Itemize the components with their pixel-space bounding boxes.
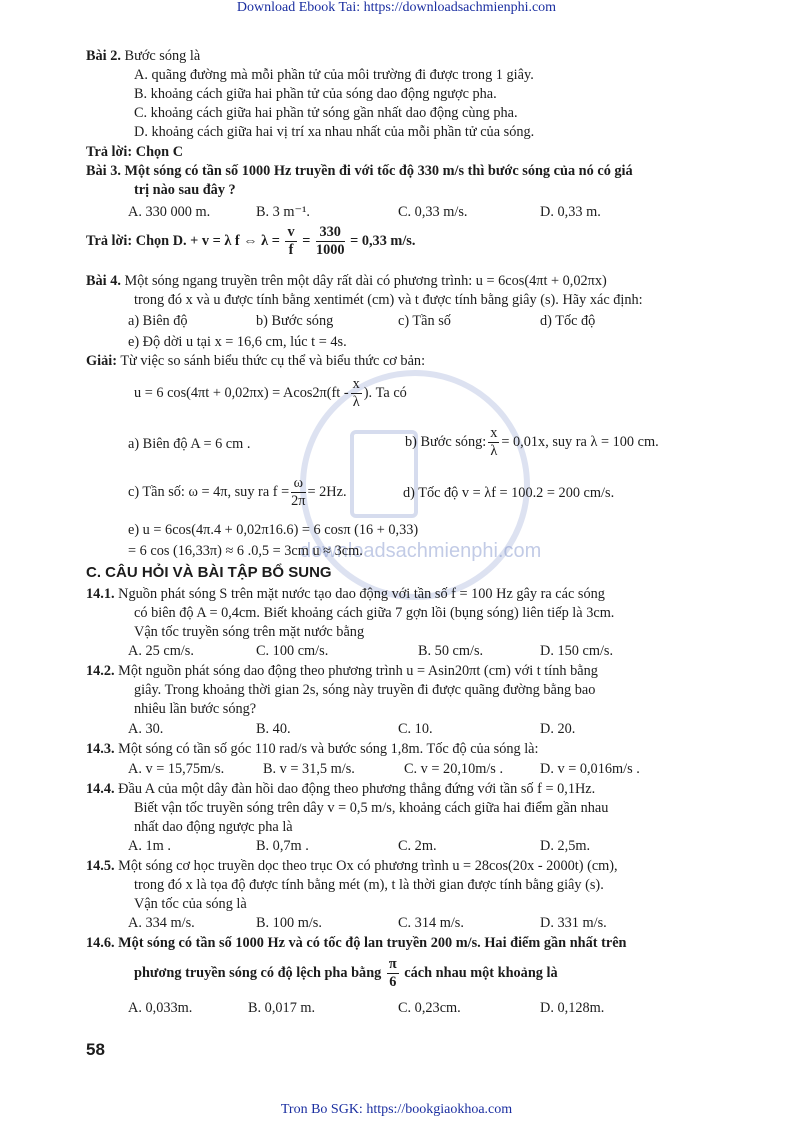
- q143-label: 14.3.: [86, 741, 115, 757]
- bai3-fraction-vf: [285, 224, 296, 259]
- bai3-frac1-num: v: [287, 224, 295, 240]
- bai3-option-a: A. 330 000 m.: [128, 204, 211, 220]
- q142-line1: [86, 662, 598, 680]
- bai4-sol-b-right: = 0,01x, suy ra λ = 100 cm.: [501, 434, 659, 450]
- header-download-link[interactable]: Download Ebook Tai: https://downloadsachmienphi.com: [236, 0, 557, 15]
- bai4-solution-intro: [86, 352, 425, 370]
- bai2-option-c: C. khoảng cách giữa hai phần tử sóng gần nhất dao động cùng pha.: [134, 105, 518, 121]
- bai3-option-c: C. 0,33 m/s.: [398, 204, 468, 220]
- q146-option-c: C. 0,23cm.: [398, 1000, 461, 1016]
- q145-option-d: D. 331 m/s.: [540, 915, 607, 931]
- bai4-sol-a: a) Biên độ A = 6 cm .: [128, 436, 251, 452]
- page-number: 58: [86, 1040, 105, 1059]
- bai4-item-e: e) Độ dời u tại x = 16,6 cm, lúc t = 4s.: [128, 334, 347, 350]
- q144-option-d: D. 2,5m.: [540, 838, 591, 854]
- bai4-question: [86, 272, 607, 290]
- bai4-eq1-den: λ: [352, 394, 360, 410]
- q146-fraction: [387, 956, 399, 991]
- q141-text-line1: Nguồn phát sóng S trên mặt nước tạo dao động với tần số f = 100 Hz gây ra các sóng: [118, 586, 605, 602]
- q145-label: 14.5.: [86, 858, 115, 874]
- bai3-label: Bài 3.: [86, 163, 121, 179]
- bai4-sol-c-fraction: [291, 475, 305, 510]
- q144-option-a: A. 1m .: [128, 838, 171, 854]
- bai4-eq1-num: x: [352, 376, 360, 392]
- q146-option-b: B. 0,017 m.: [248, 1000, 316, 1016]
- q145-option-c: C. 314 m/s.: [398, 915, 464, 931]
- q144-text-line1: Đầu A của một dây đàn hồi dao động theo phương thẳng đứng với tần số f = 0,1Hz.: [118, 781, 596, 797]
- bai3-option-d: D. 0,33 m.: [540, 204, 601, 220]
- bai4-sol-e2: = 6 cos (16,33π) ≈ 6 .0,5 = 3cm u ≈ 3cm.: [128, 543, 363, 559]
- q144-text-line3: nhất dao động ngược pha là: [134, 819, 293, 835]
- footer-sgk-link[interactable]: Tron Bo SGK: https://bookgiaokhoa.com: [280, 1102, 513, 1117]
- q146-line2: [134, 956, 558, 991]
- q143-option-d: D. v = 0,016m/s .: [540, 761, 640, 777]
- bai4-item-c: c) Tần số: [398, 313, 451, 329]
- bai3-question: [86, 162, 633, 180]
- q144-label: 14.4.: [86, 781, 115, 797]
- bai4-sol-b: [405, 425, 659, 460]
- bai3-frac2-num: 330: [316, 224, 345, 242]
- q142-text-line1: Một nguồn phát sóng dao động theo phương trình u = Asin20πt (cm) với t tính bằng: [118, 663, 598, 679]
- bai4-solution-text: Từ việc so sánh biểu thức cụ thể và biểu thức cơ bản:: [120, 353, 426, 369]
- q146-option-d: D. 0,128m.: [540, 1000, 605, 1016]
- bai4-eq1-right: ). Ta có: [363, 385, 407, 401]
- q146-option-a: A. 0,033m.: [128, 1000, 193, 1016]
- q146-text-line2-left: phương truyền sóng có độ lệch pha bằng: [134, 965, 382, 981]
- bai3-answer-tail: = 0,33 m/s.: [350, 233, 416, 249]
- bai4-eq1-fraction: [351, 376, 362, 411]
- bai4-sol-d: d) Tốc độ v = λf = 100.2 = 200 cm/s.: [403, 485, 615, 501]
- q143-option-a: A. v = 15,75m/s.: [128, 761, 225, 777]
- q142-text-line2: giây. Trong khoảng thời gian 2s, sóng này truyền đi được quãng đường bằng bao: [134, 682, 596, 698]
- bai3-answer-prefix: Trả lời:: [86, 233, 133, 249]
- q145-text-line1: Một sóng cơ học truyền dọc theo trục Ox có phương trình u = 28cos(20x - 2000t) (cm),: [118, 858, 618, 874]
- bai4-sol-c-num: ω: [291, 475, 305, 493]
- bai4-item-d: d) Tốc độ: [540, 313, 596, 329]
- q143-text-line1: Một sóng có tần số góc 110 rad/s và bước sóng 1,8m. Tốc độ của sóng là:: [118, 741, 539, 757]
- q144-text-line2: Biết vận tốc truyền sóng trên dây v = 0,5 m/s, khoảng cách giữa hai điểm gần nhau: [134, 800, 609, 816]
- q141-option-d: D. 150 cm/s.: [540, 643, 614, 659]
- watermark-text: downloadsachmienphi.com: [300, 540, 542, 562]
- bai2-text: Bước sóng là: [124, 48, 201, 64]
- bai2-label: Bài 2.: [86, 48, 121, 64]
- q142-option-a: A. 30.: [128, 721, 164, 737]
- bai4-sol-e1: e) u = 6cos(4π.4 + 0,02π16.6) = 6 cosπ (16 + 0,33): [128, 522, 419, 538]
- bai4-sol-b-num: x: [490, 425, 498, 441]
- bai3-equals: =: [302, 233, 311, 249]
- q146-frac-num: π: [388, 956, 397, 972]
- bai4-sol-b-fraction: [488, 425, 499, 460]
- q146-text-line2-right: cách nhau một khoảng là: [404, 965, 558, 981]
- bai4-sol-c: [128, 475, 347, 510]
- bai4-sol-b-den: λ: [490, 443, 498, 459]
- bai2-option-d: D. khoảng cách giữa hai vị trí xa nhau nhất của mỗi phần tử của sóng.: [134, 124, 535, 140]
- q144-line1: [86, 780, 595, 798]
- q145-text-line3: Vận tốc của sóng là: [134, 896, 247, 912]
- q142-label: 14.2.: [86, 663, 115, 679]
- q146-label: 14.6.: [86, 935, 115, 951]
- q146-line1: [86, 934, 627, 952]
- q143-option-c: C. v = 20,10m/s .: [404, 761, 504, 777]
- bai3-text-line1: Một sóng có tần số 1000 Hz truyền đi với tốc độ 330 m/s thì bước sóng của nó có giá: [124, 163, 633, 179]
- q142-text-line3: nhiêu lần bước sóng?: [134, 701, 257, 717]
- bai4-item-b: b) Bước sóng: [256, 313, 334, 329]
- q142-option-d: D. 20.: [540, 721, 576, 737]
- q141-text-line2: có biên độ A = 0,4cm. Biết khoảng cách giữa 7 gợn lồi (bụng sóng) liên tiếp là 3cm.: [134, 605, 615, 621]
- q141-option-c: C. 100 cm/s.: [256, 643, 329, 659]
- q141-label: 14.1.: [86, 586, 115, 602]
- q145-text-line2: trong đó x là tọa độ được tính bằng mét (m), t là thời gian được tính bằng giây (s).: [134, 877, 604, 893]
- bai4-eq1: [134, 376, 407, 411]
- bai2-option-b: B. khoảng cách giữa hai phần tử của sóng dao động ngược pha.: [134, 86, 497, 102]
- q141-option-a: A. 25 cm/s.: [128, 643, 194, 659]
- bai2-answer: Trả lời: Chọn C: [86, 144, 184, 160]
- bai2-question: [86, 47, 200, 65]
- bai3-option-b: B. 3 m⁻¹.: [256, 204, 310, 220]
- bai2-option-a: A. quãng đường mà mỗi phần tử của môi trường đi được trong 1 giây.: [134, 67, 534, 83]
- bai4-sol-b-left: b) Bước sóng:: [405, 434, 487, 450]
- bai4-sol-c-den: 2π: [291, 493, 306, 509]
- q142-option-b: B. 40.: [256, 721, 291, 737]
- bai4-sol-c-left: c) Tần số: ω = 4π, suy ra f =: [128, 484, 290, 500]
- q145-option-b: B. 100 m/s.: [256, 915, 322, 931]
- bai4-text-line2: trong đó x và u được tính bằng xentimét (cm) và t được tính bằng giây (s). Hãy xác định:: [134, 292, 643, 308]
- bai3-frac2-den: 1000: [315, 242, 345, 258]
- bai3-answer-text: Chọn D. + v = λ f ⇔ λ =: [135, 233, 280, 249]
- bai3-text-line2: trị nào sau đây ?: [134, 182, 236, 198]
- q145-option-a: A. 334 m/s.: [128, 915, 195, 931]
- q143-line1: [86, 740, 539, 758]
- bai4-text-line1: Một sóng ngang truyền trên một dây rất dài có phương trình: u = 6cos(4πt + 0,02πx): [124, 273, 607, 289]
- q144-option-c: C. 2m.: [398, 838, 437, 854]
- q145-line1: [86, 857, 618, 875]
- bai4-label: Bài 4.: [86, 273, 121, 289]
- q141-option-b: B. 50 cm/s.: [418, 643, 484, 659]
- section-c-heading: C. CÂU HỎI VÀ BÀI TẬP BỔ SUNG: [86, 564, 332, 581]
- q146-text-line1: Một sóng có tần số 1000 Hz và có tốc độ lan truyền 200 m/s. Hai điểm gần nhất trên: [118, 935, 627, 951]
- bai4-solution-label: Giải:: [86, 353, 117, 369]
- q143-option-b: B. v = 31,5 m/s.: [263, 761, 355, 777]
- bai4-item-a: a) Biên độ: [128, 313, 188, 329]
- bai4-sol-c-right: = 2Hz.: [307, 484, 347, 500]
- q142-option-c: C. 10.: [398, 721, 433, 737]
- bai3-answer: [86, 224, 415, 259]
- q144-option-b: B. 0,7m .: [256, 838, 309, 854]
- q141-text-line3: Vận tốc truyền sóng trên mặt nước bằng: [134, 624, 365, 640]
- q146-frac-den: 6: [389, 974, 397, 990]
- bai3-fraction-numeric: [316, 224, 345, 259]
- q141-line1: [86, 585, 605, 603]
- bai4-eq1-left: u = 6 cos(4πt + 0,02πx) = Acos2π(ft -: [134, 385, 349, 401]
- bai3-frac1-den: f: [288, 242, 294, 258]
